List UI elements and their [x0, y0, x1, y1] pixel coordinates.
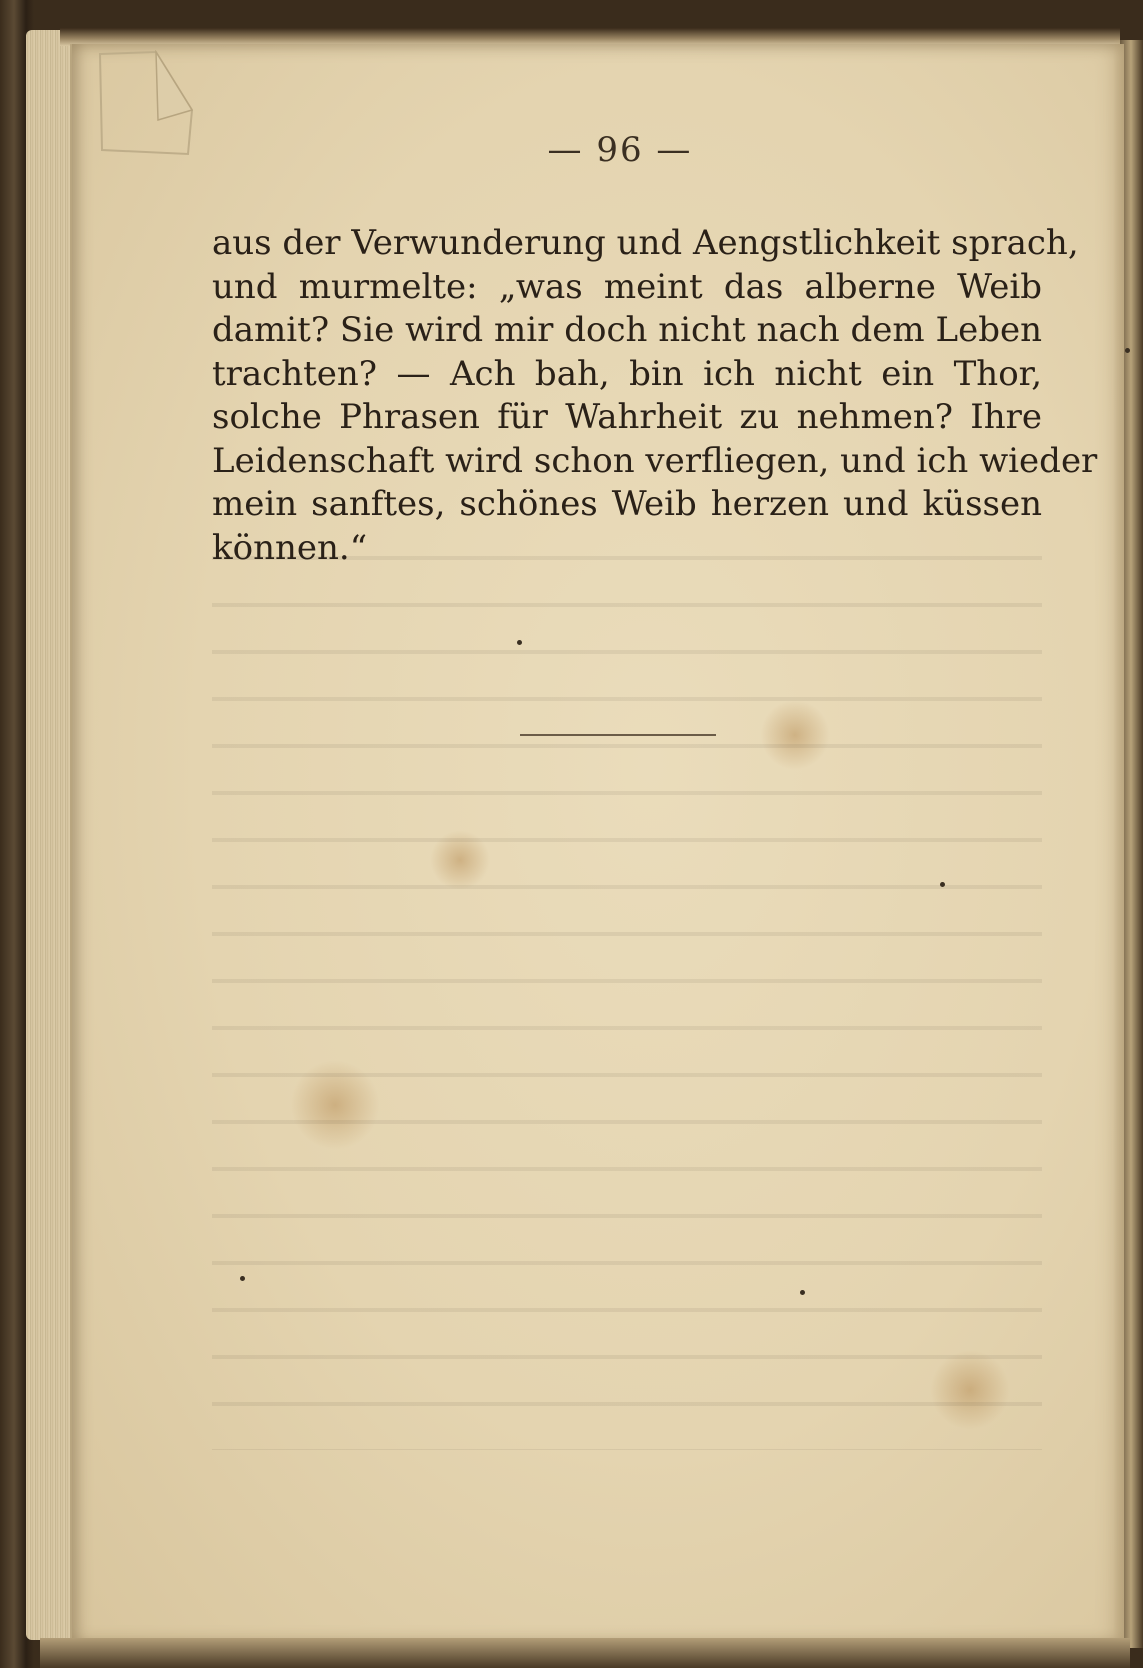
- text-line: mein sanftes, schönes Weib herzen und küssen: [212, 484, 1042, 524]
- ink-speck: [1125, 348, 1130, 353]
- show-through-text: [212, 530, 1042, 1450]
- text-line: und murmelte: „was meint das alberne Weib: [212, 266, 1042, 307]
- ink-speck: [940, 882, 945, 887]
- body-text: [212, 222, 1098, 570]
- text-line: können.“: [212, 527, 368, 568]
- page-number: — 96 —: [547, 130, 693, 170]
- ink-speck: [517, 640, 522, 645]
- text-line: trachten? — Ach bah, bin ich nicht ein Thor,: [212, 353, 1042, 394]
- gutter-shadow: [1113, 40, 1143, 1648]
- ink-speck: [800, 1290, 805, 1295]
- text-line: damit? Sie wird mir doch nicht nach dem Leben: [212, 310, 1042, 350]
- text-line: Leidenschaft wird schon verfliegen, und ich wieder: [212, 440, 1098, 481]
- section-divider: [520, 734, 716, 736]
- text-line: solche Phrasen für Wahrheit zu nehmen? Ihre: [212, 397, 1042, 437]
- folded-corner-icon: [96, 50, 196, 160]
- ink-speck: [240, 1276, 245, 1281]
- text-line: aus der Verwunderung und Aengstlichkeit sprach,: [212, 223, 1079, 263]
- bottom-edge: [40, 1638, 1130, 1668]
